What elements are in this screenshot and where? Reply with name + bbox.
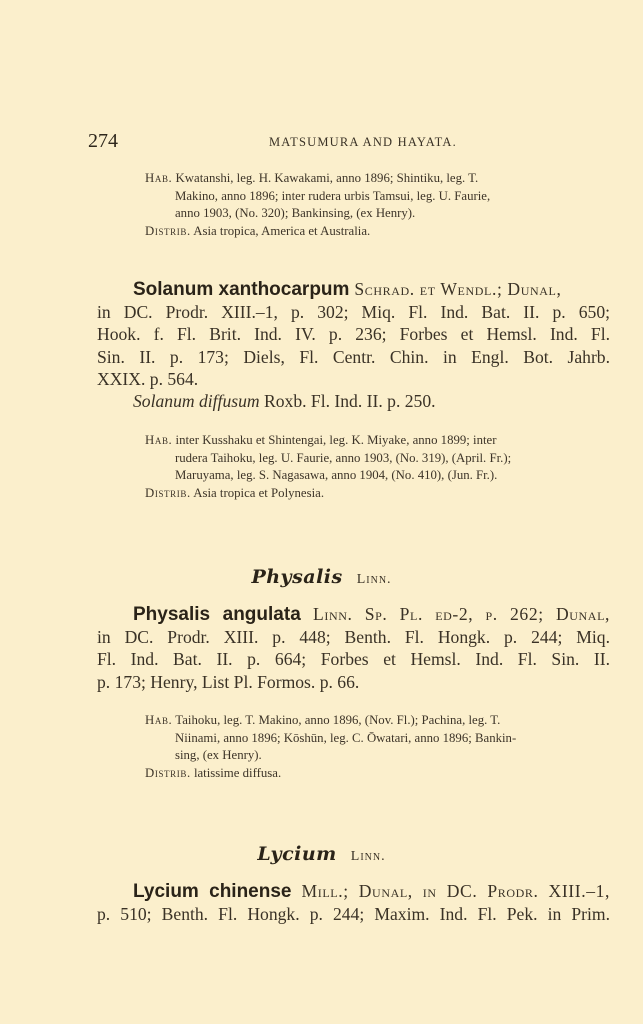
distrib-text: Asia tropica, America et Australia. bbox=[190, 223, 371, 238]
hab-label: Hab. bbox=[145, 433, 173, 447]
hab-label: Hab. bbox=[145, 171, 173, 185]
species-name: Lycium chinense bbox=[133, 881, 292, 902]
running-title: MATSUMURA AND HAYATA. bbox=[268, 135, 457, 149]
citation-line: XXIX. p. 564. bbox=[97, 368, 199, 389]
species-name: Solanum xanthocarpum bbox=[133, 279, 350, 300]
distrib-text: Asia tropica et Polynesia. bbox=[190, 485, 325, 500]
synonym-name: Solanum diffusum bbox=[133, 391, 260, 412]
genus-name: Lycium bbox=[257, 843, 337, 865]
citation-line: in DC. Prodr. XIII. p. 448; Benth. Fl. Hongk. p. 244; Miq. bbox=[97, 627, 610, 648]
species-entry-physalis-angulata bbox=[97, 603, 610, 693]
genus-heading-physalis bbox=[0, 566, 643, 589]
hab-line: Kwatanshi, leg. H. Kawakami, anno 1896; Shintiku, leg. T. bbox=[172, 171, 479, 185]
synonym-citation: Roxb. Fl. Ind. II. p. 250. bbox=[259, 391, 436, 412]
habitat-block-prev bbox=[145, 170, 610, 240]
hab-line: Maruyama, leg. S. Nagasawa, anno 1904, (No. 410), (Jun. Fr.). bbox=[175, 468, 498, 482]
hab-line: rudera Taihoku, leg. U. Faurie, anno 1903, (No. 319), (April. Fr.); bbox=[175, 450, 512, 465]
habitat-block-solanum bbox=[145, 432, 615, 502]
page-number: 274 bbox=[88, 130, 118, 152]
hab-line: Niinami, anno 1896; Kōshūn, leg. C. Ōwatari, anno 1896; Bankin- bbox=[175, 730, 517, 745]
genus-author: Linn. bbox=[350, 849, 386, 864]
species-entry-solanum-xanthocarpum bbox=[97, 278, 610, 412]
citation-line: in DC. Prodr. XIII.–1, p. 302; Miq. Fl. Ind. Bat. II. p. 650; bbox=[97, 302, 610, 323]
habitat-block-physalis bbox=[145, 712, 615, 782]
species-entry-lycium-chinense bbox=[97, 880, 610, 925]
hab-label: Hab. bbox=[145, 713, 173, 727]
citation-line: p. 510; Benth. Fl. Hongk. p. 244; Maxim. Ind. Fl. Pek. in Prim. bbox=[97, 904, 610, 925]
synonym-line bbox=[97, 390, 610, 412]
citation-line: Mill.; Dunal, in DC. Prodr. XIII.–1, bbox=[291, 881, 610, 901]
distrib-label: Distrib. bbox=[145, 485, 191, 500]
genus-author: Linn. bbox=[356, 572, 392, 587]
distrib-label: Distrib. bbox=[145, 765, 191, 780]
genus-heading-lycium bbox=[0, 843, 643, 866]
hab-line: anno 1903, (No. 320); Bankinsing, (ex Henry). bbox=[175, 206, 416, 220]
citation-line: Hook. f. Fl. Brit. Ind. IV. p. 236; Forbes et Hemsl. Ind. Fl. bbox=[97, 324, 610, 345]
citation-line: Fl. Ind. Bat. II. p. 664; Forbes et Hemsl. Ind. Fl. Sin. II. bbox=[97, 649, 610, 670]
citation-line: Linn. Sp. Pl. ed-2, p. 262; Dunal, bbox=[300, 604, 610, 624]
hab-line: sing, (ex Henry). bbox=[175, 748, 262, 762]
hab-line: inter Kusshaku et Shintengai, leg. K. Miyake, anno 1899; inter bbox=[172, 433, 497, 447]
distrib-text: latissime diffusa. bbox=[190, 765, 282, 780]
citation-line: p. 173; Henry, List Pl. Formos. p. 66. bbox=[97, 671, 360, 692]
page-header bbox=[88, 130, 608, 154]
citation-line: Schrad. et Wendl.; Dunal, bbox=[349, 279, 562, 299]
distrib-label: Distrib. bbox=[145, 223, 191, 238]
species-name: Physalis angulata bbox=[133, 604, 301, 625]
citation-line: Sin. II. p. 173; Diels, Fl. Centr. Chin. in Engl. Bot. Jahrb. bbox=[97, 346, 610, 367]
hab-line: Taihoku, leg. T. Makino, anno 1896, (Nov. Fl.); Pachina, leg. T. bbox=[172, 713, 501, 727]
hab-line: Makino, anno 1896; inter rudera urbis Tamsui, leg. U. Faurie, bbox=[175, 188, 491, 203]
genus-name: Physalis bbox=[251, 566, 343, 588]
